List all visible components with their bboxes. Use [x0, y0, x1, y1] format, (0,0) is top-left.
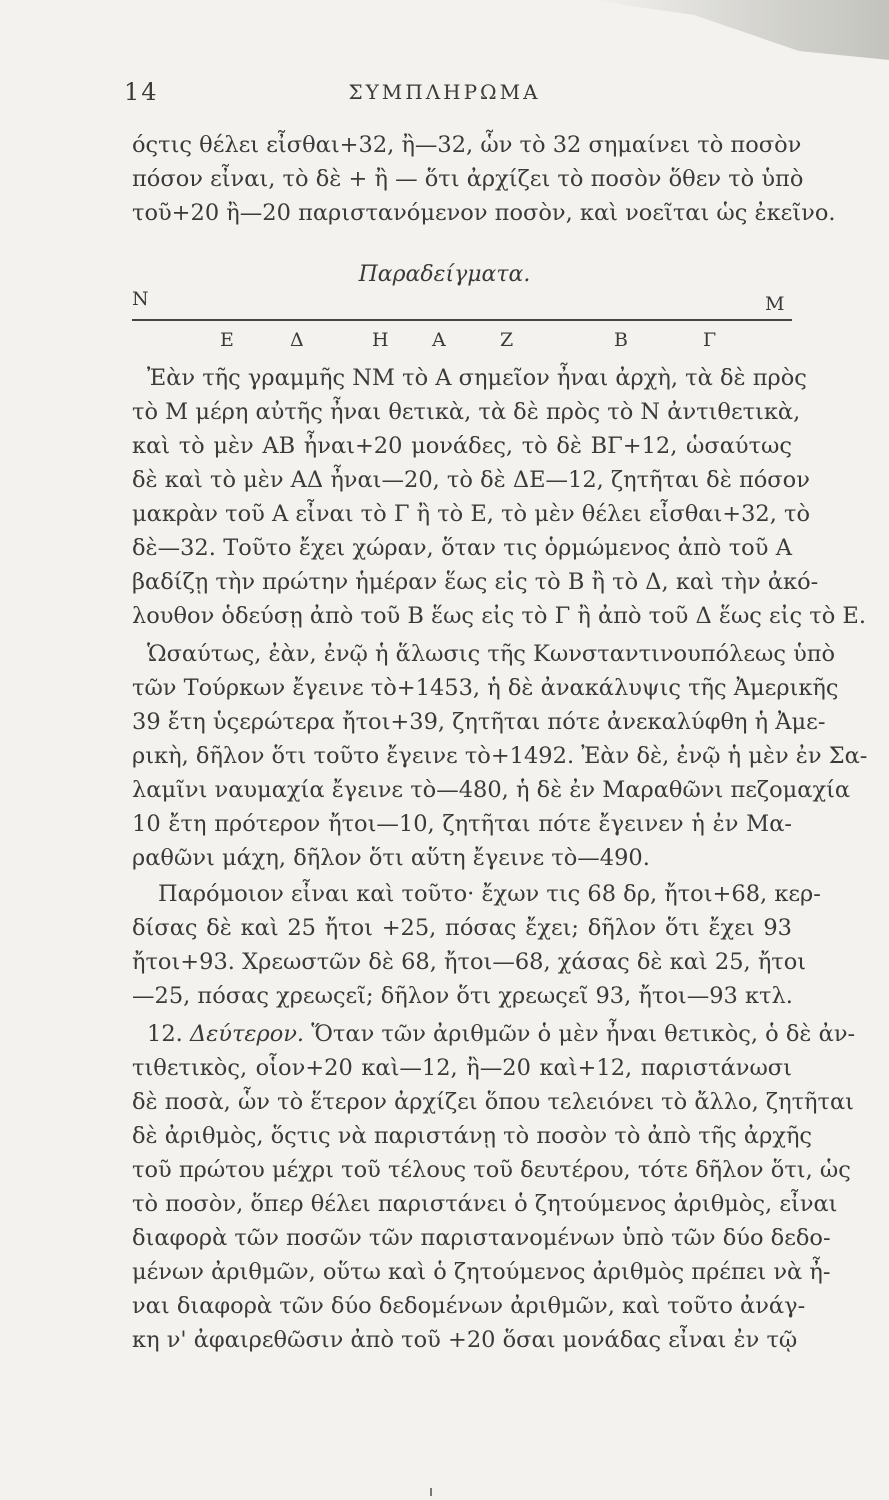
page-header: [0, 78, 889, 114]
text-line: Ὡσαύτως, ἐὰν, ἐνῷ ἡ ἅλωσις τῆς Κωνσταντινουπόλεως ὑπὸ: [147, 641, 836, 667]
text-line: δίσας δὲ καὶ 25 ἤτοι +25, πόσας ἔχει; δῆλον ὅτι ἔχει 93: [132, 915, 792, 941]
point-label-h: H: [372, 329, 389, 351]
text-line: Ὅταν τῶν ἀριθμῶν ὁ μὲν ἦναι θετικὸς, ὁ δὲ ἀν-: [311, 1021, 856, 1047]
text-line: όςτις θέλει εἶσθαι+32, ἢ—32, ὧν τὸ 32 σημαίνει τὸ ποσὸν: [132, 132, 802, 158]
text-line: μένων ἀριθμῶν, οὕτω καὶ ὁ ζητούμενος ἀριθμὸς πρέπει νὰ ἦ-: [132, 1259, 831, 1285]
text-line: δὲ καὶ τὸ μὲν ΑΔ ἦναι—20, τὸ δὲ ΔΕ—12, ζητῆται δὲ πόσον: [132, 467, 810, 493]
point-label-b: B: [614, 329, 628, 351]
text-line: τῶν Τούρκων ἔγεινε τὸ+1453, ἡ δὲ ἀνακάλυψις τῆς Ἀμερικῆς: [132, 675, 839, 701]
text-line: διαφορὰ τῶν ποσῶν τῶν παριστανομένων ὑπὸ τῶν δύο δεδο-: [132, 1225, 831, 1251]
text-line: λουθον ὁδεύσῃ ἀπὸ τοῦ Β ἕως εἰς τὸ Γ ἢ ἀπὸ τοῦ Δ ἕως εἰς τὸ Ε.: [132, 603, 866, 629]
text-line: 39 ἔτη ὑςερώτερα ἤτοι+39, ζητῆται πότε ἀνεκαλύφθη ἡ Ἀμε-: [132, 709, 826, 735]
text-line: 10 ἔτη πρότερον ἤτοι—10, ζητῆται πότε ἔγεινεν ἡ ἐν Μα-: [132, 811, 792, 837]
examples-heading: Παραδείγματα.: [358, 262, 531, 287]
text-line: τὸ ποσὸν, ὅπερ θέλει παριστάνει ὁ ζητούμενος ἀριθμὸς, εἶναι: [132, 1191, 838, 1217]
text-line: δὲ ἀριθμὸς, ὅςτις νὰ παριστάνῃ τὸ ποσὸν τὸ ἀπὸ τῆς ἀρχῆς: [132, 1123, 813, 1149]
point-label-delta: Δ: [290, 329, 304, 351]
running-head: ΣΥΜΠΛΗΡΩΜΑ: [348, 80, 541, 104]
point-label-gamma: Γ: [703, 329, 717, 351]
text-line: τοῦ πρώτου μέχρι τοῦ τέλους τοῦ δευτέρου, τότε δῆλον ὅτι, ὡς: [132, 1157, 851, 1183]
text-line: τιθετικὸς, οἷον+20 καὶ—12, ἢ—20 καὶ+12, παριστάνωσι: [132, 1055, 792, 1081]
line-end-label-m: M: [765, 293, 785, 315]
text-line: μακρὰν τοῦ Α εἶναι τὸ Γ ἢ τὸ Ε, τὸ μὲν θέλει εἶσθαι+32, τὸ: [132, 501, 811, 527]
section-12-first-line: [147, 1017, 856, 1051]
point-label-a: A: [432, 329, 446, 351]
text-line: καὶ τὸ μὲν ΑΒ ἦναι+20 μονάδες, τὸ δὲ ΒΓ+12, ὡσαύτως: [132, 433, 792, 459]
line-end-label-n: N: [132, 288, 149, 310]
text-line: τὸ Μ μέρη αὐτῆς ἦναι θετικὰ, τὰ δὲ πρὸς τὸ Ν ἀντιθετικὰ,: [132, 399, 801, 425]
text-line: βαδίζῃ τὴν πρώτην ἡμέραν ἕως εἰς τὸ Β ἢ τὸ Δ, καὶ τὴν ἀκό-: [132, 569, 819, 595]
page-number: 14: [124, 78, 159, 106]
text-line: δὲ ποσὰ, ὧν τὸ ἕτερον ἀρχίζει ὅπου τελειόνει τὸ ἄλλο, ζητῆται: [132, 1089, 854, 1115]
text-line: λαμῖνι ναυμαχία ἔγεινε τὸ—480, ἡ δὲ ἐν Μαραθῶνι πεζομαχία: [132, 777, 851, 803]
point-label-e: E: [220, 329, 234, 351]
line-nm: [132, 319, 792, 321]
text-line: —25, πόσας χρεωςεῖ; δῆλον ὅτι χρεωςεῖ 93, ἤτοι—93 κτλ.: [132, 983, 793, 1009]
text-line: κη ν' ἀφαιρεθῶσιν ἀπὸ τοῦ +20 ὅσαι μονάδας εἶναι ἐν τῷ: [132, 1327, 798, 1353]
page-stain: [589, 0, 889, 60]
text-line: δὲ—32. Τοῦτο ἔχει χώραν, ὅταν τις ὁρμώμενος ἀπὸ τοῦ Α: [132, 535, 792, 561]
text-line: ρικὴ, δῆλον ὅτι τοῦτο ἔγεινε τὸ+1492. Ἐὰν δὲ, ἐνῷ ἡ μὲν ἐν Σα-: [132, 743, 868, 769]
section-title: Δεύτερον.: [189, 1021, 305, 1047]
text-line: Ἐὰν τῆς γραμμῆς ΝΜ τὸ Α σημεῖον ἦναι ἀρχὴ, τὰ δὲ πρὸς: [147, 365, 807, 391]
text-line: τοῦ+20 ἢ—20 παριστανόμενον ποσὸν, καὶ νοεῖται ὡς ἐκεῖνο.: [132, 200, 836, 226]
text-line: Παρόμοιον εἶναι καὶ τοῦτο· ἔχων τις 68 δρ, ἤτοι+68, κερ-: [158, 881, 821, 907]
text-line: πόσον εἶναι, τὸ δὲ + ἢ — ὅτι ἀρχίζει τὸ ποσὸν ὅθεν τὸ ὑπὸ: [132, 166, 804, 192]
point-label-z: Z: [500, 329, 514, 351]
text-line: ραθῶνι μάχη, δῆλον ὅτι αὕτη ἔγεινε τὸ—490.: [132, 845, 650, 871]
section-number: 12.: [147, 1021, 183, 1047]
page-mark: [430, 1488, 432, 1496]
text-line: ἤτοι+93. Χρεωστῶν δὲ 68, ἤτοι—68, χάσας δὲ καὶ 25, ἤτοι: [132, 949, 807, 975]
text-line: ναι διαφορὰ τῶν δύο δεδομένων ἀριθμῶν, καὶ τοῦτο ἀνάγ-: [132, 1293, 806, 1319]
